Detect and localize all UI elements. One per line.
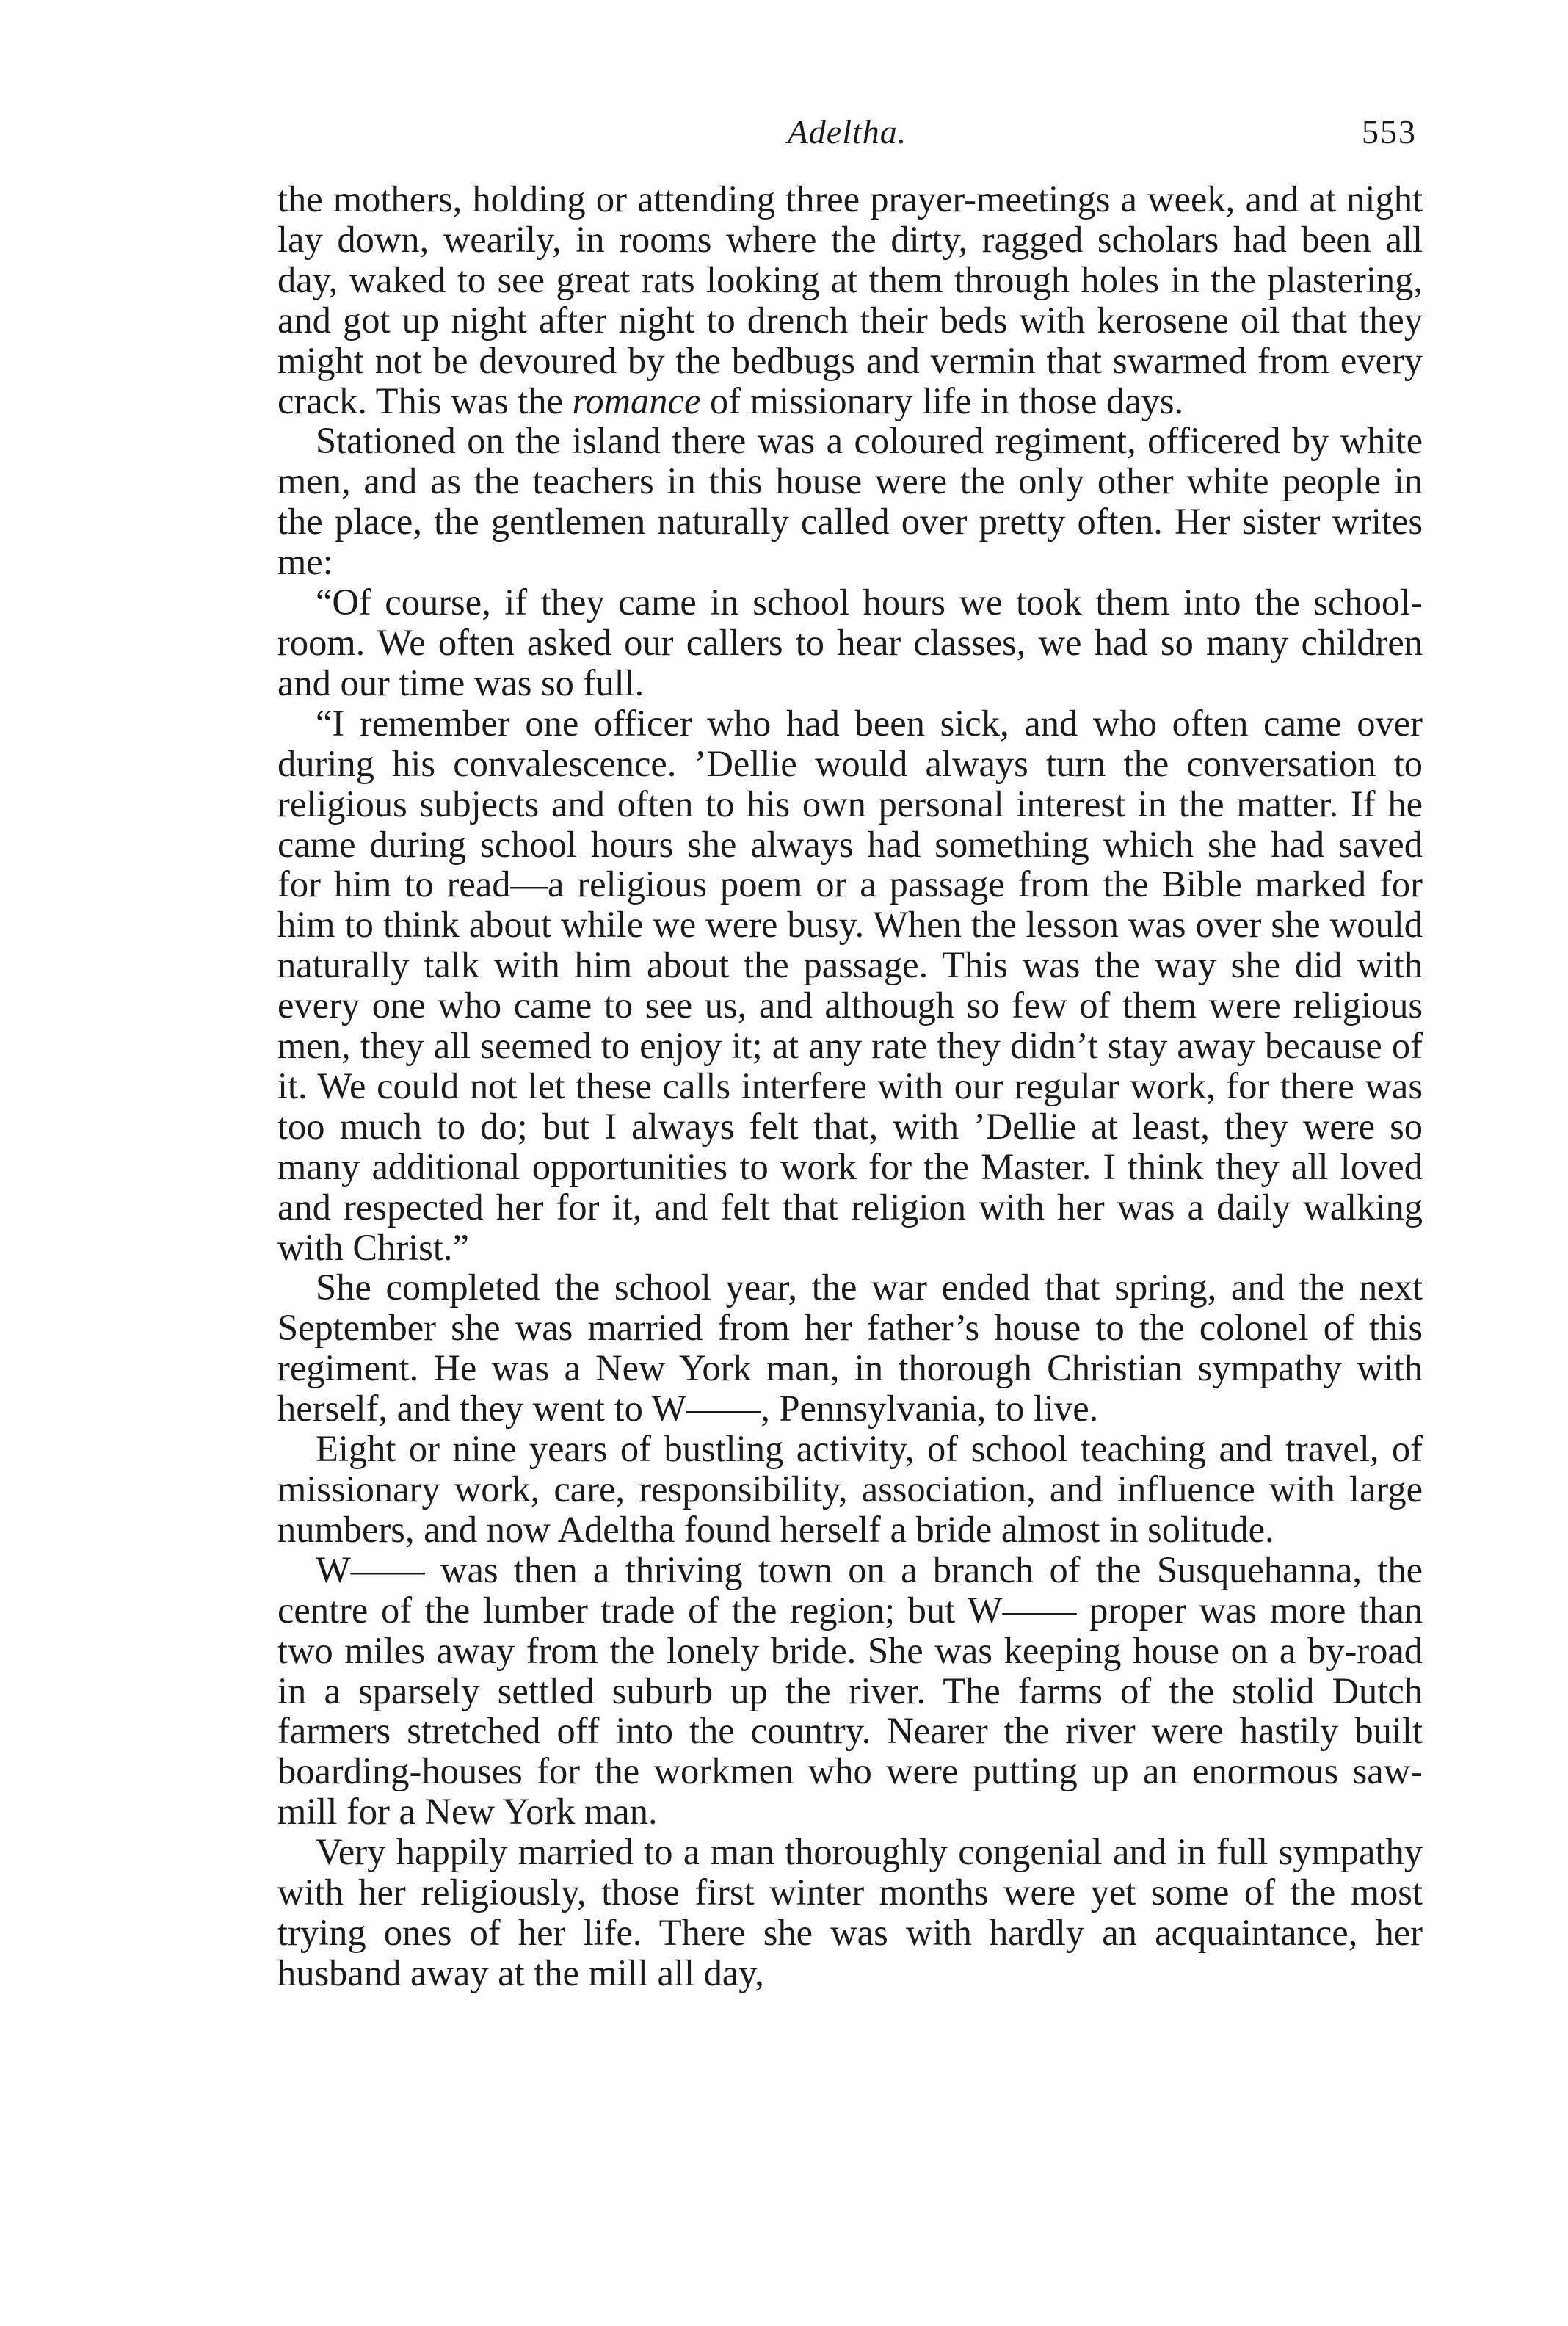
paragraph-text: the mothers, holding or attending three prayer-meetings a week, and at night lay down, wearily, in rooms where the dirty, ragged scholars had been all day, waked to see great rats looking at them through holes in the plastering, and got up night after night to drench their beds with kerosene oil that they might not be devoured by the bedbugs and vermin that swarmed from every crack. This was the (277, 178, 1423, 421)
paragraph: “Of course, if they came in school hours we took them into the school-room. We often asked our callers to hear classes, we had so many children and our time was so full. (277, 582, 1423, 703)
paragraph (277, 179, 1423, 421)
page-number: 553 (1362, 113, 1417, 151)
paragraph-text: of missionary life in those days. (700, 380, 1184, 421)
running-title: Adeltha. (787, 113, 907, 151)
page-header (277, 110, 1417, 169)
emphasis-text: romance (572, 380, 701, 421)
paragraph: “I remember one officer who had been sick, and who often came over during his convalescence. ’Dellie would always turn the conversation to religious subjects and often to his own personal interest in the matter. If he came during school hours she always had something which she had saved for him to read—a religious poem or a passage from the Bible marked for him to think about while we were busy. When the lesson was over she would naturally talk with him about the passage. This was the way she did with every one who came to see us, and although so few of them were religious men, they all seemed to enjoy it; at any rate they didn’t stay away because of it. We could not let these calls interfere with our regular work, for there was too much to do; but I always felt that, with ’Dellie at least, they were so many additional opportunities to work for the Master. I think they all loved and respected her for it, and felt that religion with her was a daily walking with Christ.” (277, 702, 1423, 1268)
paragraph: She completed the school year, the war ended that spring, and the next September she was married from her father’s house to the colonel of this regiment. He was a New York man, in thorough Christian sympathy with herself, and they went to W——, Pennsylvania, to live. (277, 1267, 1423, 1430)
paragraph: Very happily married to a man thoroughly congenial and in full sympathy with her religiously, those first winter months were yet some of the most trying ones of her life. There she was with hardly an acquaintance, her husband away at the mill all day, (277, 1831, 1423, 1993)
paragraph: Eight or nine years of bustling activity, of school teaching and travel, of missionary work, care, responsibility, association, and influence with large numbers, and now Adeltha found herself a bride almost in solitude. (277, 1428, 1423, 1550)
paragraph: Stationed on the island there was a coloured regiment, officered by white men, and as the teachers in this house were the only other white people in the place, the gentlemen naturally called over pretty often. Her sister writes me: (277, 420, 1423, 583)
body-text (277, 179, 1423, 2279)
paragraph: W—— was then a thriving town on a branch of the Susquehanna, the centre of the lumber trade of the region; but W—— proper was more than two miles away from the lonely bride. She was keeping house on a by-road in a sparsely settled suburb up the river. The farms of the stolid Dutch farmers stretched off into the country. Nearer the river were hastily built boarding-houses for the workmen who were putting up an enormous saw-mill for a New York man. (277, 1548, 1423, 1833)
